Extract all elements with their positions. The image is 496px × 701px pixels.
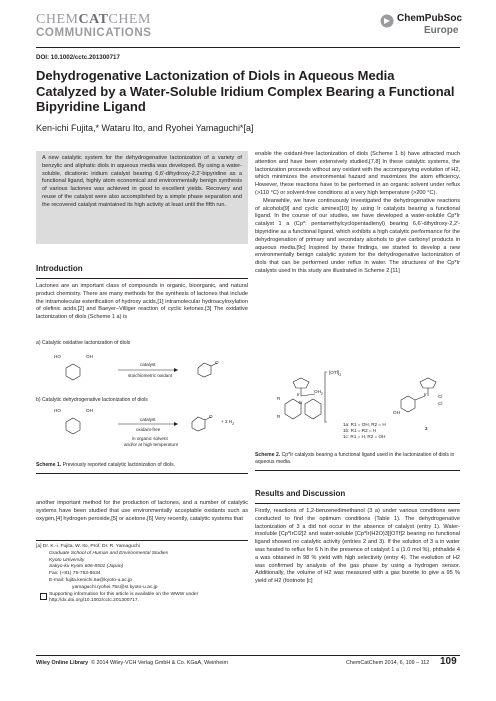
scheme2-r1: R	[277, 396, 281, 401]
intro-paragraph-1: Lactones are an important class of compounds in organic, bioorganic, and natural product chemistry. There are many methods for the synthesis of lactones that include the intramolecular esterification of hydroxy acids,[1] intramolecular hydroacyloxylation of olefinic acids,[2] and Baeyer–Villiger reaction of cyclic ketones.[3] The oxidative lactonization of diols (Scheme 1 a) is	[36, 283, 248, 321]
scheme2-r2: R	[277, 414, 281, 419]
supporting-info-icon	[40, 593, 47, 600]
publisher-region: Europe	[424, 25, 459, 36]
abstract-box	[36, 151, 248, 244]
scheme1-b-solvent2: and/or at high temperature	[124, 442, 179, 447]
affiliation-footnote: [a] Dr. K.-i. Fujita, W. Ito, Prof. Dr. R. Yamaguchi Graduate School of Human and Environmental Studies Kyoto University Sakyo-ku Kyoto 606-8501 (Japan) Fax: (+81) 75-753-6634 E-mail: fujita.kenichi.6a@kyoto-u.ac.jp yamaguchi.ryohei.75s@st.kyoto-u.ac.jp Supporting information for this article is available on the WWW under http://dx.doi.org/10.1002/cctc.201300717.	[36, 544, 248, 605]
journal-name-part2: CHEM	[108, 12, 151, 27]
scheme1-a-condition: stoichiometric oxidant	[128, 373, 173, 378]
scheme2-legend-1b: 1b: R1 = R2 = H	[343, 428, 377, 433]
results-paragraph-1: Firstly, reactions of 1,2-benzenedimethanol (3 a) under various conditions were conducted to find the optimum conditions (Table 1). The dehydrogenative lactonization of 3 a did not occur in the absence of catalyst (entry 1). Water-insoluble [Cp*IrCl2]2 and water-soluble [Cp*Ir(H2O)3][OTf]2 bearing no functional ligand showed no catalytic activity (entries 2 and 3). If the solution of 3 a in water was heated to reflux for 6 h in the presence of catalyst 1 a (1.0 mol %), phthalide 4 a was obtained in 98 % yield with high selectivity (entry 4). The evolution of H2 was confirmed by analysis of the gas phase by using a hydrogen sensor. Additionally, the volume of H2 was measured with a gas burette to give a 95 % yield of H2 (footnote [c]	[255, 508, 460, 585]
scheme1-caption: Scheme 1. Previously reported catalytic lactonization of diols.	[36, 462, 176, 468]
right-paragraph-1: enable the oxidant-free lactonization of diols (Scheme 1 b) have attracted much attention and have been extensively studied.[7,8] In these catalytic systems, the lactonization proceeds without any oxidant with the accompanying evolution of H2, which minimizes the environmental hazard and maximizes the atom efficiency. However, these reactions have to be performed in an organic solvent under reflux (>110 °C) or solvent-free conditions at a very high temperature (>200 °C).	[255, 151, 460, 196]
scheme2-charge: $[OTf]_2$	[329, 370, 342, 377]
article-authors: Ken-ichi Fujita,* Wataru Ito, and Ryohei Yamaguchi*[a]	[36, 123, 254, 133]
scheme2-legend-1c: 1c: R1 = H, R2 = OH	[343, 434, 386, 439]
page-number: 109	[440, 656, 457, 667]
scheme1-b-ho: HO	[54, 408, 61, 413]
journal-masthead	[36, 13, 152, 40]
scheme1-a-oh: OH	[86, 354, 93, 359]
footer-citation: ChemCatChem 2014, 6, 109 – 112	[346, 660, 430, 666]
scheme2-legend-1a: 1a: R1 = OH, R2 = H	[343, 422, 386, 427]
results-heading: Results and Discussion	[255, 489, 346, 498]
journal-subname: COMMUNICATIONS	[36, 27, 152, 39]
footer-left: Wiley Online Library © 2014 Wiley-VCH Verlag GmbH & Co. KGaA, Weinheim	[36, 660, 228, 666]
scheme1-b-o: O	[209, 414, 213, 419]
scheme1-a-catalyst: catalyst	[140, 362, 156, 367]
doi: DOI: 10.1002/cctc.201300717	[36, 54, 120, 61]
article-title: Dehydrogenative Lactonization of Diols in Aqueous Media Catalyzed by a Water-Soluble Iridium Complex Bearing a Functional Bipyridine Ligand	[36, 68, 455, 114]
scheme1-a-diagram	[36, 348, 248, 396]
email-link[interactable]: E-mail: fujita.kenichi.6a@kyoto-u.ac.jp	[49, 577, 132, 583]
scheme2-ir-2: Ir	[424, 392, 427, 397]
scheme2-cl2: Cl	[438, 401, 443, 406]
scheme1-a-ho: HO	[54, 354, 61, 359]
scheme1-b-oh: OH	[86, 408, 93, 413]
scheme1-a-label: a) Catalytic oxidative lactonization of diols	[36, 340, 131, 346]
intro-heading: Introduction	[36, 264, 83, 273]
scheme2-label-2: 2	[425, 426, 428, 431]
right-paragraph-2: Meanwhile, we have continuously investigated the dehydrogenative reactions of alcohols[9] and cyclic amines[10] by using Ir catalysts bearing a functional ligand. In the course of our studies, we have developed a water-soluble Cp*Ir catalyst 1 a (Cp*: pentamethylcyclopentadienyl) bearing 6,6′-dihydroxy-2,2′-bipyridine as a functional ligand, which exhibits a high catalytic performance for the dehydrogenation of primary and secondary alcohols to give carbonyl products in aqueous media.[9c] Inspired by these findings, we started to develop a new environmentally benign catalytic system for the dehydrogenative lactonization of diols that can be performed under reflux in water. The structures of the Cp*Ir catalysts used in this study are illustrated in Scheme 2.[11]	[255, 197, 460, 274]
scheme2-oh2: $OH_2$	[314, 389, 323, 396]
publisher-logo	[380, 13, 463, 41]
chempubsoc-logo-icon	[380, 14, 394, 28]
scheme2-caption: Scheme 2. Cp*Ir catalysts bearing a functional ligand used in the lactonization of diols in aqueous media.	[255, 452, 455, 465]
supporting-info-link[interactable]: http://dx.doi.org/10.1002/cctc.201300717.	[49, 598, 139, 604]
scheme1-a-o: O	[215, 360, 219, 365]
scheme1-b-solvent1: in organic solvent	[132, 436, 168, 441]
scheme2-ir-1: Ir	[297, 392, 300, 397]
abstract-text: A new catalytic system for the dehydrogenative lactonization of a variety of benzylic and aliphatic diols in aqueous media was developed. By using a water-soluble, dicationic iridium catalyst bearing 6,6′-dihydroxy-2,2′-bipyridine as a functional ligand, highly atom economical and environmentally benign synthesis of various lactones was achieved in good to excellent yields. Recovery and reuse of the catalyst were also accomplished by a simple phase separation and the recovered catalyst maintained its high activity at least until the fifth run.	[42, 155, 242, 208]
scheme-2	[255, 370, 460, 448]
journal-name-part1: CHEM	[36, 12, 79, 27]
scheme2-n: N	[299, 400, 303, 405]
scheme2-cl1: Cl	[438, 394, 443, 399]
publisher-name: ChemPubSoc	[397, 13, 463, 24]
intro-paragraph-2: another important method for the production of lactones, and a number of catalytic systems have been studied that use environmentally acceptable oxidants such as oxygen,[4] hydrogen peroxide,[5] or acetone.[6] Very recently, catalytic systems that	[36, 500, 248, 522]
scheme1-b-h2: + 2 $H_2$	[221, 419, 235, 426]
journal-name-bold: CAT	[78, 12, 109, 27]
scheme1-b-catalyst: catalyst	[140, 417, 156, 422]
scheme1-b-label: b) Catalytic dehydrogenative lactonization of diols	[36, 397, 148, 403]
scheme2-oh: OH	[393, 410, 400, 415]
scheme1-b-condition: oxidant-free	[136, 427, 161, 432]
scheme-1	[36, 340, 248, 458]
